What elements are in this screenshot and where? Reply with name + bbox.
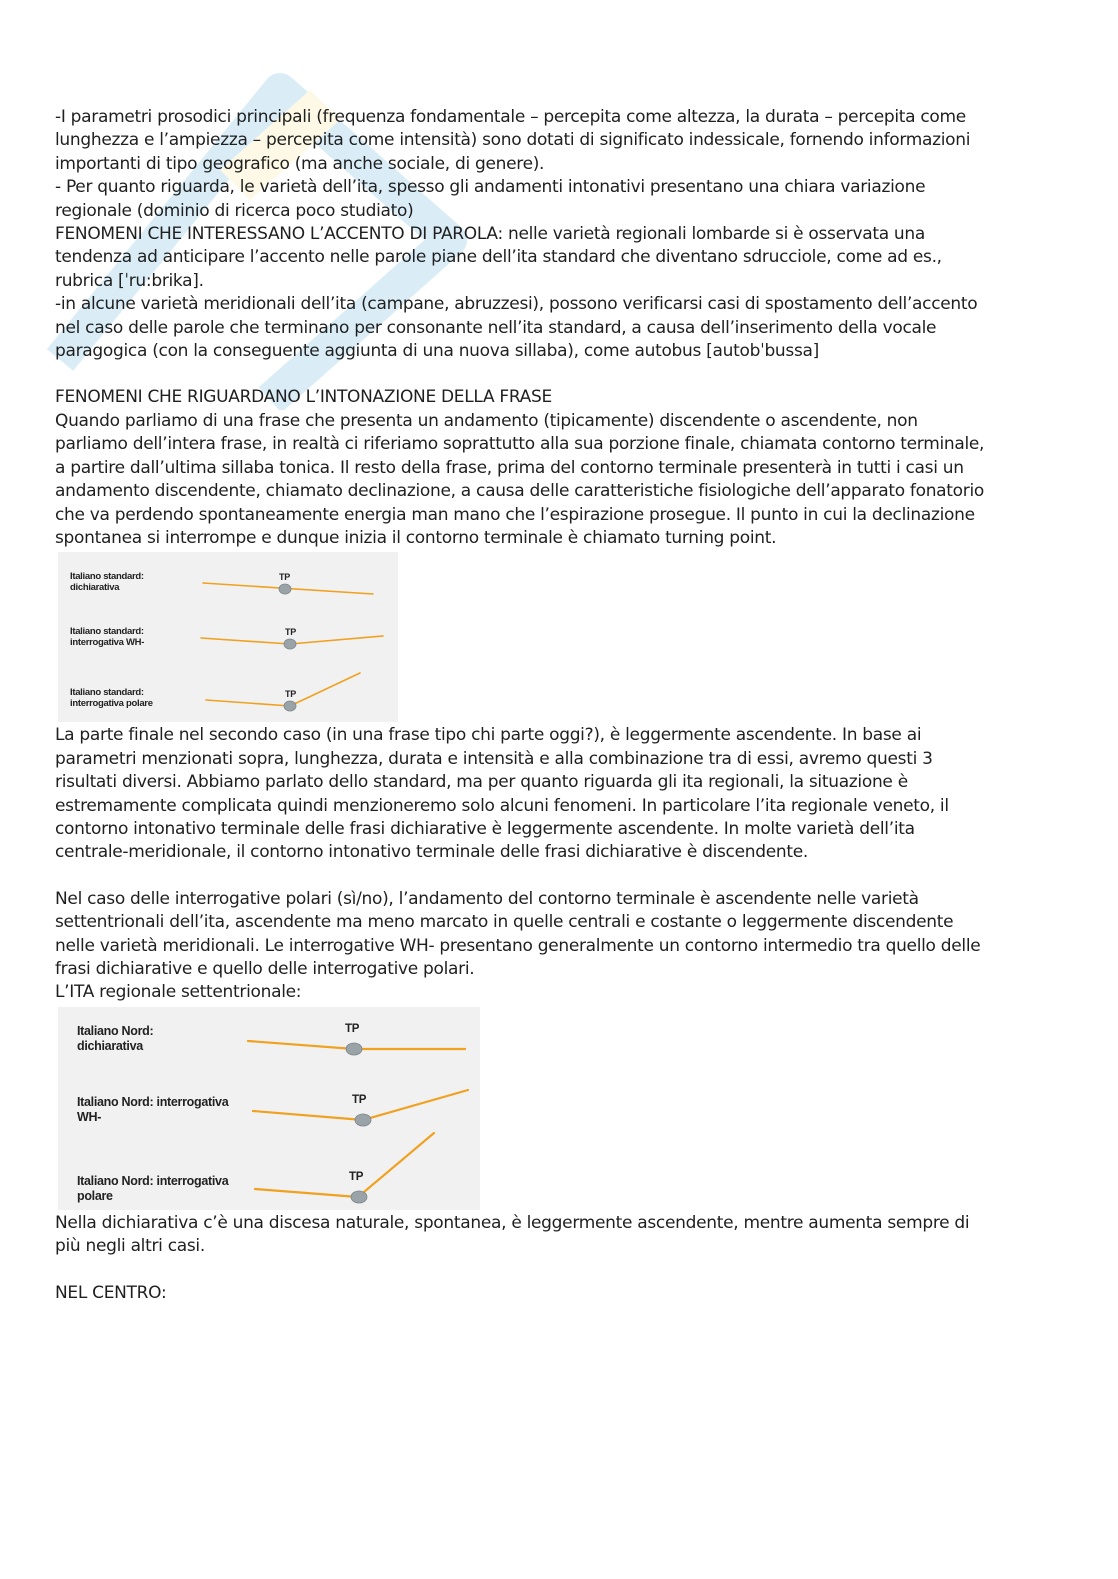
figure-italian-north [58, 1007, 480, 1210]
paragraph-word-accent: FENOMENI CHE INTERESSANO L’ACCENTO DI PAROLA: nelle varietà regionali lombarde si è osservata una tendenza ad anticipare l’accento nelle parole piane dell’ita standard che diventano sdrucciole, come ad es., rubrica [ˈru:brika]. [55, 224, 942, 291]
figure-label: Italiano standard: interrogativa WH- [70, 626, 145, 649]
contour-wh [201, 638, 290, 644]
tp-dot [351, 1191, 367, 1203]
contour-polare [255, 1189, 358, 1197]
line-north-heading: L’ITA regionale settentrionale: [55, 982, 302, 1003]
figure-label: Italiano Nord: interrogativa WH- [77, 1094, 229, 1124]
document-body [55, 106, 985, 1305]
contour-wh [253, 1111, 363, 1120]
paragraph-after-figure-north: Nella dichiarativa c’è una discesa naturale, spontanea, è leggermente ascendente, mentre aumenta sempre di più negli altri casi. [55, 1212, 970, 1257]
paragraph-prosodic-parameters: -I parametri prosodici principali (frequenza fondamentale – percepita come altezza, la durata – percepita come lunghezza e l’ampiezza – percepita come intensità) sono dotati di significato indessicale, fornendo informazioni importanti di tipo geografico (ma anche sociale, di genere). [55, 107, 971, 174]
contour-polare-terminal [358, 1133, 434, 1197]
section-heading-intonation: FENOMENI CHE RIGUARDANO L’INTONAZIONE DELLA FRASE [55, 387, 552, 408]
tp-dot [346, 1043, 362, 1055]
figure-label: Italiano Nord: interrogativa polare [77, 1173, 229, 1203]
tp-label: TP [345, 1022, 360, 1035]
figure-label: Italiano standard: interrogativa polare [70, 687, 153, 710]
contour-wh-terminal [290, 636, 383, 644]
figure-label: Italiano standard: dichiarativa [70, 571, 144, 594]
paragraph-regional-variation: - Per quanto riguarda, le varietà dell’ita, spesso gli andamenti intonativi presentano una chiara variazione regionale (dominio di ricerca poco studiato) [55, 177, 926, 221]
paragraph-after-figure-standard: La parte finale nel secondo caso (in una frase tipo chi parte oggi?), è leggermente ascendente. In base ai parametri menzionati sopra, lunghezza, durata e intensità e alla combinazione tra di essi, avremo questi 3 risultati diversi. Abbiamo parlato dello standard, ma per quanto riguarda gli ita regionali, la situazione è estremamente complicata quindi menzioneremo solo alcuni fenomeni. In particolare l’ita regionale veneto, il contorno intonativo terminale delle frasi dichiarative è leggermente ascendente. In molte varietà dell’ita centrale-meridionale, il contorno intonativo terminale delle frasi dichiarative è discendente. [55, 725, 949, 863]
tp-label: TP [285, 689, 296, 700]
figure-label: Italiano Nord: dichiarativa [77, 1023, 154, 1053]
line-center-heading: NEL CENTRO: [55, 1282, 167, 1303]
tp-label: TP [285, 627, 296, 638]
figure-italian-standard [58, 552, 398, 722]
tp-label: TP [279, 572, 290, 583]
tp-label: TP [352, 1093, 367, 1106]
paragraph-intonation: Quando parliamo di una frase che presenta un andamento (tipicamente) discendente o ascendente, non parliamo dell’intera frase, in realtà ci riferiamo soprattutto alla sua porzione finale, chiamata contorno terminale, a partire dall’ultima sillaba tonica. Il resto della frase, prima del contorno terminale presenterà in tutti i casi un andamento discendente, chiamato declinazione, a causa delle caratteristiche fisiologiche dell’apparato fonatorio che va perdendo spontaneamente energia man mano che l’espirazione prosegue. Il punto in cui la declinazione spontanea si interrompe e dunque inizia il contorno terminale è chiamato turning point. [55, 410, 985, 548]
contour-wh-terminal [363, 1090, 468, 1120]
tp-dot [355, 1114, 371, 1126]
contour-polare [206, 700, 290, 706]
paragraph-southern-varieties: -in alcune varietà meridionali dell’ita (campane, abruzzesi), possono verificarsi casi di spostamento dell’accento nel caso delle parole che terminano per consonante nell’ita standard, a causa dell’inserimento della vocale paragogica (con la conseguente aggiunta di una nuova sillaba), come autobus [autobˈbussa] [55, 294, 978, 362]
tp-label: TP [349, 1170, 364, 1183]
paragraph-polar-questions: Nel caso delle interrogative polari (sì/no), l’andamento del contorno terminale è ascendente nelle varietà settentrionali dell’ita, ascendente ma meno marcato in quelle centrali e costante o leggermente discendente nelle varietà meridionali. Le interrogative WH- presentano generalmente un contorno intermedio tra quello delle frasi dichiarative e quello delle interrogative polari. [55, 888, 981, 979]
contour-polare-terminal [290, 673, 360, 706]
contour-dichiarativa [248, 1041, 354, 1049]
